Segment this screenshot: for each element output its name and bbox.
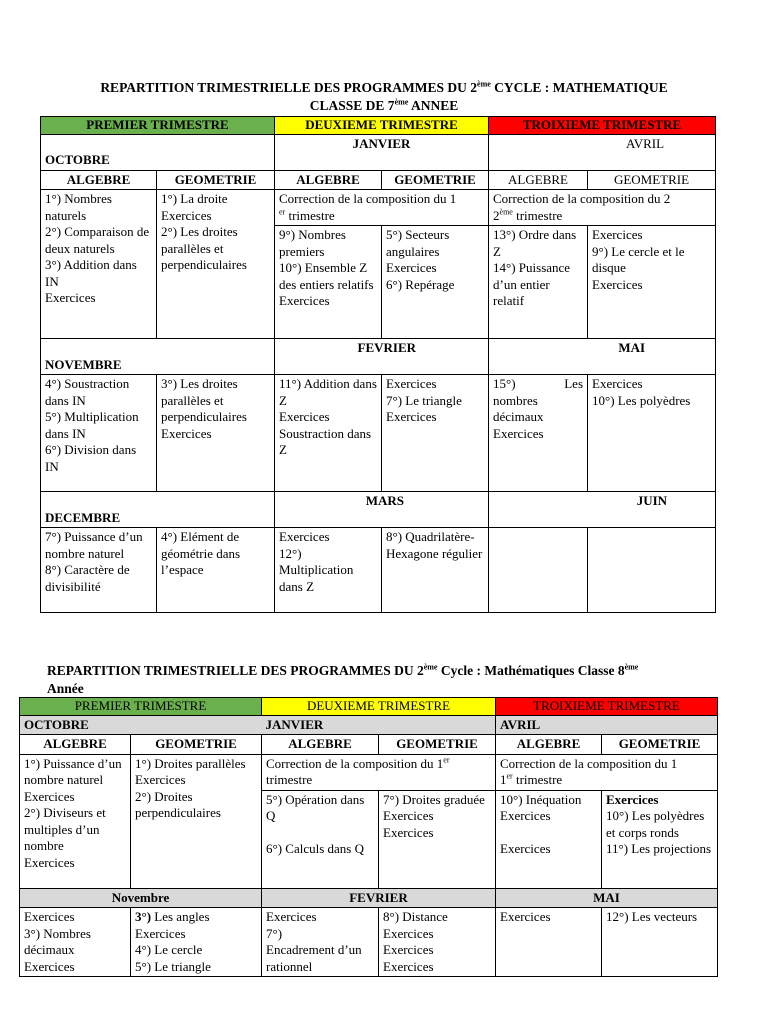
correction-text: Correction de la composition du 1 — [500, 755, 678, 771]
subject-algebre: ALGEBRE — [496, 735, 602, 755]
cell-novembre-algebre — [20, 908, 131, 977]
list-item: 8°) Distance — [383, 909, 448, 924]
list-item: 4°) Le cercle — [135, 942, 203, 957]
cell-juin-algebre — [489, 528, 588, 613]
cell-decembre-geometrie — [157, 528, 275, 613]
correction-text: trimestre — [512, 772, 563, 787]
list-item: Exercices — [500, 808, 551, 823]
list-item: 10°) Ensemble Z des entiers relatifs — [279, 260, 374, 292]
list-item: 1°) Droites parallèles — [135, 755, 246, 771]
list-item: Exercices — [161, 207, 212, 223]
list-item: 5°) Multiplication dans IN — [45, 409, 139, 441]
doc2-title-line2 — [47, 681, 84, 698]
list-item: Exercices — [161, 425, 212, 441]
list-item: Encadrement d’un rationnel — [266, 942, 362, 974]
title-text: REPARTITION TRIMESTRIELLE DES PROGRAMMES DU 2 — [47, 663, 424, 678]
correction-sup: er — [443, 755, 450, 765]
cell-fevrier-geometrie — [379, 908, 496, 977]
list-item: 1°) La droite — [161, 191, 228, 206]
doc2-title-line1 — [47, 663, 638, 680]
cell-mars-geometrie — [382, 528, 489, 613]
correction-sup: ème — [499, 207, 513, 217]
title-sup: ème — [423, 662, 438, 672]
month-mai: MAI — [489, 339, 716, 375]
title-sup: ème — [624, 662, 639, 672]
month-juin: JUIN — [489, 492, 716, 528]
title-text: REPARTITION TRIMESTRIELLE DES PROGRAMMES DU 2 — [100, 80, 478, 95]
cell-octobre-algebre — [20, 754, 131, 888]
trimester-header-2: DEUXIEME TRIMESTRE — [275, 117, 489, 135]
subject-geometrie: GEOMETRIE — [382, 170, 489, 190]
list-item: 7°) Le triangle — [386, 392, 462, 408]
list-item: 7°) Droites graduée — [383, 791, 485, 807]
subject-geometrie: GEOMETRIE — [157, 170, 275, 190]
month-avril: AVRIL — [496, 715, 718, 735]
cell-fevrier-geometrie — [382, 375, 489, 492]
list-item: Soustraction dans Z — [279, 425, 372, 457]
doc2-table — [19, 697, 718, 977]
list-item: 7°) — [266, 925, 283, 941]
list-item: Exercices — [592, 276, 643, 292]
spacer — [266, 825, 374, 841]
list-item: 10°) Les polyèdres et corps ronds — [606, 808, 705, 840]
cell-avril-correction: Correction de la composition du 1 1er trimestre — [496, 754, 718, 790]
title-text: Année — [47, 681, 84, 696]
list-item — [135, 909, 257, 926]
correction-text: Correction de la composition du 1 — [266, 755, 444, 771]
cell-fevrier-algebre — [262, 908, 379, 977]
list-item: Exercices — [135, 772, 186, 787]
list-item: 11°) Les projections — [606, 841, 712, 856]
list-item: Exercices — [135, 925, 186, 941]
cell-janvier-geometrie — [382, 226, 489, 339]
list-item: 3°) Les droites parallèles et perpendiculaires — [161, 376, 247, 424]
list-item: 6°) Division dans IN — [45, 442, 137, 474]
subject-geometrie: GEOMETRIE — [379, 735, 496, 755]
month-janvier: JANVIER — [262, 715, 496, 735]
list-item: Exercices — [24, 788, 75, 804]
cell-janvier-correction — [275, 190, 489, 226]
list-item: 2°) Diviseurs et multiples d’un nombre — [24, 805, 106, 853]
month-janvier: JANVIER — [275, 134, 489, 170]
list-item: Exercices — [493, 425, 544, 441]
trimester-header-3: TROIXIEME TRIMESTRE — [496, 698, 718, 716]
cell-janvier-algebre — [262, 790, 379, 888]
cell-avril-geometrie — [588, 226, 716, 339]
list-item: 2°) Comparaison de deux naturels — [45, 224, 150, 256]
trimester-header-1: PREMIER TRIMESTRE — [41, 117, 275, 135]
cell-avril-geometrie — [602, 790, 718, 888]
list-item: Exercices — [383, 824, 434, 840]
correction-text: trimestre — [266, 772, 313, 787]
list-item: Exercices — [500, 909, 551, 924]
subject-algebre: ALGEBRE — [489, 170, 588, 190]
cell-juin-geometrie — [588, 528, 716, 613]
list-item: 10°) Inéquation — [500, 791, 582, 807]
list-item: 12°) Les vecteurs — [606, 909, 698, 924]
month-fevrier: FEVRIER — [275, 339, 489, 375]
list-item: Exercices — [24, 958, 75, 974]
cell-novembre-geometrie — [157, 375, 275, 492]
month-novembre: Novembre — [20, 888, 262, 908]
list-item: 3°) Nombres décimaux — [24, 925, 91, 957]
month-novembre: NOVEMBRE — [41, 339, 275, 375]
trimester-header-2: DEUXIEME TRIMESTRE — [262, 698, 496, 716]
cell-novembre-geometrie — [131, 908, 262, 977]
list-item: 5°) Le triangle — [135, 958, 211, 974]
month-octobre: OCTOBRE — [41, 134, 275, 170]
subject-geometrie: GEOMETRIE — [588, 170, 716, 190]
list-item: 3°) Addition dans IN — [45, 257, 137, 289]
cell-decembre-algebre — [41, 528, 157, 613]
title-text: ANNEE — [408, 98, 459, 113]
cell-mars-algebre — [275, 528, 382, 613]
list-item: 6°) Repérage — [386, 276, 455, 292]
list-item: 13°) Ordre dans Z — [493, 227, 577, 259]
list-item: 7°) Puissance d’un nombre naturel — [45, 529, 143, 561]
title-sup: ème — [477, 79, 491, 89]
list-item: 4°) Soustraction dans IN — [45, 376, 130, 408]
list-item: Exercices — [24, 909, 75, 924]
correction-sup: er — [279, 207, 286, 217]
cell-avril-correction: Correction de la composition du 2 2ème trimestre — [489, 190, 716, 226]
list-item: 10°) Les polyèdres — [592, 392, 691, 408]
cell-janvier-geometrie — [379, 790, 496, 888]
subject-geometrie: GEOMETRIE — [602, 735, 718, 755]
list-item: Exercices — [386, 376, 437, 391]
cell-mai-geometrie — [602, 908, 718, 977]
list-item: 1°) Puissance d’un nombre naturel — [24, 755, 122, 787]
list-item: 5°) Secteurs angulaires — [386, 227, 450, 259]
list-item: 1°) Nombres naturels — [45, 191, 112, 223]
cell-fevrier-algebre — [275, 375, 382, 492]
cell-avril-algebre — [496, 790, 602, 888]
list-item: Exercices — [606, 791, 659, 807]
list-item: Exercices — [500, 840, 551, 856]
trimester-header-3: TROIXIEME TRIMESTRE — [489, 117, 716, 135]
list-item: Exercices — [383, 958, 434, 974]
list-item: 12°) Multiplication dans Z — [279, 545, 354, 594]
subject-algebre: ALGEBRE — [262, 735, 379, 755]
list-item: 6°) Calculs dans Q — [266, 840, 364, 856]
list-item: Exercices — [383, 942, 434, 957]
list-item: 2°) Droites perpendiculaires — [135, 788, 221, 820]
cell-novembre-algebre — [41, 375, 157, 492]
subject-algebre: ALGEBRE — [41, 170, 157, 190]
cell-avril-algebre — [489, 226, 588, 339]
cell-mai-geometrie — [588, 375, 716, 492]
cell-mai-algebre — [496, 908, 602, 977]
doc1-title-line1 — [0, 80, 768, 97]
correction-text: Correction de la composition du 1 — [279, 191, 457, 206]
list-item: 9°) Le cercle et le disque — [592, 243, 685, 275]
subject-algebre: ALGEBRE — [275, 170, 382, 190]
doc1-title-line2 — [0, 98, 768, 115]
month-avril: AVRIL — [489, 134, 716, 170]
cell-octobre-geometrie — [157, 190, 275, 339]
list-item: Exercices — [383, 925, 434, 941]
list-item: 4°) Elément de géométrie dans l’espace — [161, 529, 241, 577]
title-text: Cycle : Mathématiques Classe 8 — [437, 663, 625, 678]
spacer — [500, 825, 597, 841]
list-item: Exercices — [279, 529, 330, 544]
list-item: Exercices — [45, 290, 96, 305]
list-item: Exercices — [383, 808, 434, 823]
list-item: Exercices — [592, 227, 643, 242]
month-mai: MAI — [496, 888, 718, 908]
month-mars: MARS — [275, 492, 489, 528]
list-item: 8°) Caractère de divisibilité — [45, 562, 130, 594]
correction-text: trimestre — [285, 207, 335, 223]
list-item: 9°) Nombres premiers — [279, 227, 346, 259]
list-item: Exercices — [266, 909, 317, 924]
list-item: 2°) Les droites parallèles et perpendiculaires — [161, 224, 247, 272]
doc1-table — [40, 116, 716, 613]
subject-geometrie: GEOMETRIE — [131, 735, 262, 755]
list-item: Exercices — [279, 293, 330, 308]
list-item: 15°) Les nombres décimaux — [493, 376, 584, 424]
list-item: Exercices — [592, 376, 643, 391]
trimester-header-1: PREMIER TRIMESTRE — [20, 698, 262, 716]
month-fevrier: FEVRIER — [262, 888, 496, 908]
correction-text: trimestre — [512, 207, 563, 223]
month-octobre: OCTOBRE — [20, 715, 262, 735]
cell-octobre-algebre — [41, 190, 157, 339]
correction-text: Correction de la composition du 2 — [493, 191, 671, 206]
title-text: CLASSE DE 7 — [309, 98, 395, 113]
list-item: 5°) Opération dans Q — [266, 791, 365, 823]
item-text: Les angles — [151, 909, 210, 924]
list-item: Exercices — [386, 409, 437, 424]
cell-janvier-correction — [262, 754, 496, 790]
item-number: 3°) — [135, 909, 152, 924]
title-sup: ème — [394, 97, 409, 107]
list-item: Exercices — [386, 260, 437, 275]
month-decembre: DECEMBRE — [41, 492, 275, 528]
cell-mai-algebre — [489, 375, 588, 492]
list-item: 14°) Puissance d’un entier relatif — [493, 260, 571, 308]
cell-janvier-algebre — [275, 226, 382, 339]
list-item: Exercices — [24, 854, 75, 870]
subject-algebre: ALGEBRE — [20, 735, 131, 755]
cell-octobre-geometrie — [131, 754, 262, 888]
list-item: 8°) Quadrilatère-Hexagone régulier — [386, 529, 483, 561]
correction-sup: er — [506, 771, 513, 781]
list-item: Exercices — [279, 409, 330, 424]
list-item: 11°) Addition dans Z — [279, 376, 377, 408]
title-text: CYCLE : MATHEMATIQUE — [490, 80, 668, 95]
